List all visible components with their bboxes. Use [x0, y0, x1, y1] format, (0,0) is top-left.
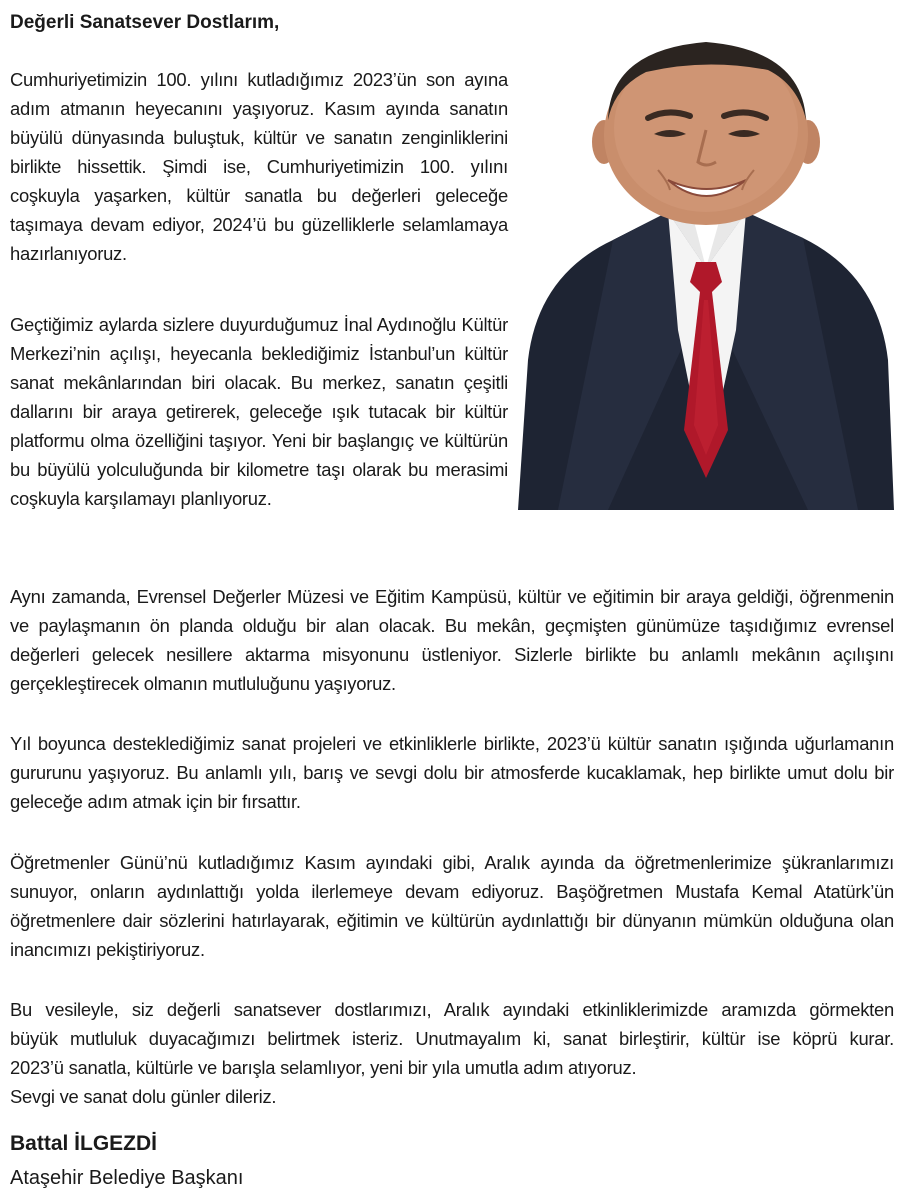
paragraph-culture-center: Geçtiğimiz aylarda sizlere duyurduğumuz İnal Aydınoğlu Kültür Merkezi’nin açılışı, heyecanla beklediğimiz İstanbul’un kültür sanat mekânlarından biri olacak. Bu merkez, sanatın çeşitli dallarını bir araya getirerek, geleceğe ışık tutacak bir kültür platformu olma özelliğini taşıyor. Yeni bir başlangıç ve kültürün bu büyülü yolculuğunda bir kilometre taşı olarak bu merasimi coşkuyla karşılamayı planlıyoruz.: [10, 314, 508, 509]
portrait-photo: [518, 30, 894, 510]
signature-title: Ataşehir Belediye Başkanı: [10, 1167, 244, 1189]
paragraph-teachers: Öğretmenler Günü’nü kutladığımız Kasım ayındaki gibi, Aralık ayında da öğretmenlerimize şükranlarımızı sunuyor, onların aydınlattığı yolda ilerlemeye devam ediyoruz. Başöğretmen Mustafa Kemal Atatürk’ün öğretmenlere dair sözlerini hatırlayarak, eğitimin ve kültürün aydınlattığı bir dünyanın mümkün olduğuna olan inancımızı pekiştiriyoruz.: [10, 852, 894, 960]
signature-name: Battal İLGEZDİ: [10, 1132, 158, 1155]
paragraph-year-review: Yıl boyunca desteklediğimiz sanat projeleri ve etkinliklerle birlikte, 2023’ü kültür sanatın ışığında uğurlamanın gururunu yaşıyoruz. Bu anlamlı yılı, barış ve sevgi dolu bir atmosferde kucaklamak, hep birlikte umut dolu bir geleceğe adım atmak için bir fırsattır.: [10, 733, 894, 812]
closing-line: Bu vesileyle, siz değerli sanatsever dostlarımızı, Aralık ayındaki etkinliklerimizde aramızda görmekten: [10, 999, 894, 1020]
paragraph-museum: Aynı zamanda, Evrensel Değerler Müzesi ve Eğitim Kampüsü, kültür ve eğitimin bir araya geldiği, öğrenmenin ve paylaşmanın ön planda olduğu bir alan olacak. Bu mekân, geçmişten günümüze taşıdığımız evrensel değerleri gelecek nesillere aktarma misyonunu üstleniyor. Sizlerle birlikte bu anlamlı mekânın açılışını gerçekleştirecek olmanın mutluluğunu yaşıyoruz.: [10, 586, 894, 694]
closing-line: büyük mutluluk duyacağımızı belirtmek isteriz. Unutmayalım ki, sanat birleştirir, kültür ise köprü kurar.: [10, 1028, 894, 1049]
paragraph-intro: Cumhuriyetimizin 100. yılını kutladığımız 2023’ün son ayına adım atmanın heyecanını yaşıyoruz. Kasım ayında sanatın büyülü dünyasında buluştuk, kültür ve sanatın zenginliklerini birlikte hissettik. Şimdi ise, Cumhuriyetimizin 100. yılını coşkuyla yaşarken, kültür sanatla bu değerleri geleceğe taşımaya devam ediyor, 2024’ü bu güzelliklerle selamlamaya hazırlanıyoruz.: [10, 69, 508, 264]
letter-greeting: Değerli Sanatsever Dostlarım,: [10, 12, 280, 33]
paragraph-closing: [10, 995, 894, 1111]
closing-line: Sevgi ve sanat dolu günler dileriz.: [10, 1086, 277, 1107]
closing-line: 2023’ü sanatla, kültürle ve barışla selamlıyor, yeni bir yıla umutla adım atıyoruz.: [10, 1057, 637, 1078]
